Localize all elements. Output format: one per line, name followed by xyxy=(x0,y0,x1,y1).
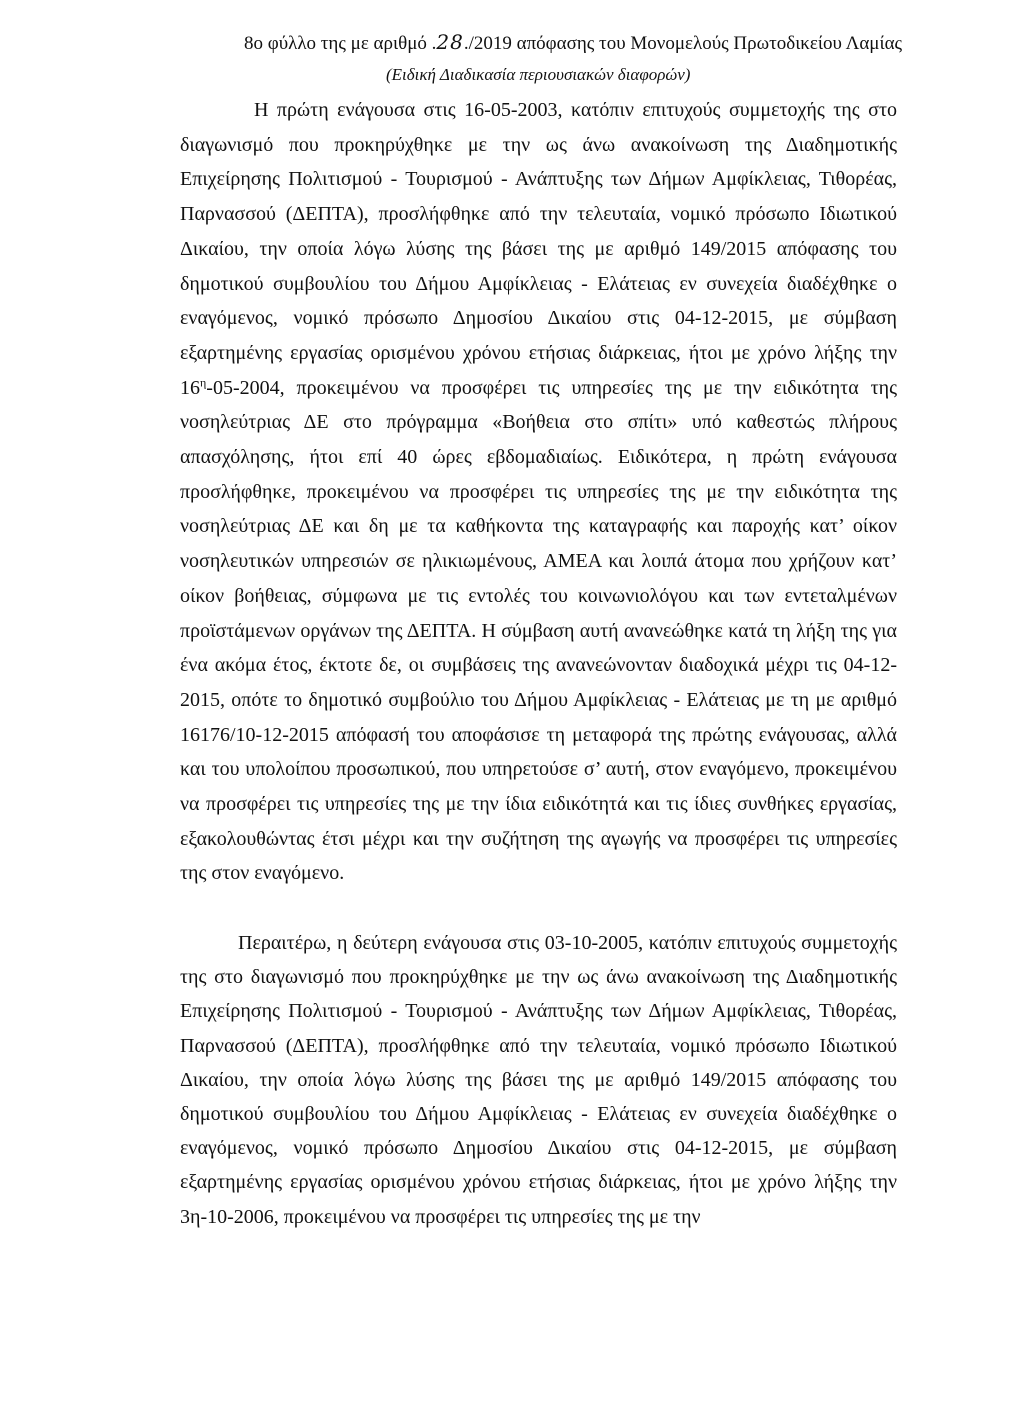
ordinal-superscript: η xyxy=(200,374,207,389)
handwritten-decision-number: 28 xyxy=(436,30,464,54)
page-header-procedure: (Ειδική Διαδικασία περιουσιακών διαφορών) xyxy=(386,65,691,84)
paragraph-1-text-a: Η πρώτη ενάγουσα στις 16-05-2003, κατόπιν επιτυχούς συμμετοχής της στο διαγωνισμό που προκηρύχθηκε με την ως άνω ανακοίνωση της Διαδημοτικής Επιχείρησης Πολιτισμού - Τουρισμού - Ανάπτυξης των Δήμων Αμφίκλειας, Τιθορέας, Παρνασσού (ΔΕΠΤΑ), προσλήφθηκε από την τελευταία, νομικό πρόσωπο Ιδιωτικού Δικαίου, την οποία λόγω λύσης της βάσει της με αριθμό 149/2015 απόφασης του δημοτικού συμβουλίου του Δήμου Αμφίκλειας - Ελάτειας εν συνεχεία διαδέχθηκε ο εναγόμενος, νομικό πρόσωπο Δημοσίου Δικαίου στις 04-12-2015, με σύμβαση εξαρτημένης εργασίας ορισμένου χρόνου ετήσιας διάρκειας, ήτοι με χρόνο λήξης την 16 xyxy=(180,99,897,399)
body-paragraph-2: Περαιτέρω, η δεύτερη ενάγουσα στις 03-10-2005, κατόπιν επιτυχούς συμμετοχής της στο διαγωνισμό που προκηρύχθηκε με την ως άνω ανακοίνωση της Διαδημοτικής Επιχείρησης Πολιτισμού - Τουρισμού - Ανάπτυξης των Δήμων Αμφίκλειας, Τιθορέας, Παρνασσού (ΔΕΠΤΑ), προσλήφθηκε από την τελευταία, νομικό πρόσωπο Ιδιωτικού Δικαίου, την οποία λόγω λύσης της βάσει της με αριθμό 149/2015 απόφασης του δημοτικού συμβουλίου του Δήμου Αμφίκλειας - Ελάτειας εν συνεχεία διαδέχθηκε ο εναγόμενος, νομικό πρόσωπο Δημοσίου Δικαίου στις 04-12-2015, με σύμβαση εξαρτημένης εργασίας ορισμένου χρόνου ετήσιας διάρκειας, ήτοι με χρόνο λήξης την 3η-10-2006, προκειμένου να προσφέρει τις υπηρεσίες της με την xyxy=(180,932,897,1228)
body-paragraph-1 xyxy=(180,93,897,891)
page-header-reference xyxy=(244,30,964,56)
paragraph-1-text-b: -05-2004, προκειμένου να προσφέρει τις υπηρεσίες της με την ειδικότητα της νοσηλεύτριας ΔΕ στο πρόγραμμα «Βοήθεια στο σπίτι» υπό καθεστώς πλήρους απασχόλησης, ήτοι επί 40 ώρες εβδομαδιαίως. Ειδικότερα, η πρώτη ενάγουσα προσλήφθηκε, προκειμένου να προσφέρει τις υπηρεσίες της με την ειδικότητα της νοσηλεύτριας ΔΕ και δη με τα καθήκοντα της καταγραφής και παροχής κατ’ οίκον νοσηλευτικών υπηρεσιών σε ηλικιωμένους, ΑΜΕΑ και λοιπά άτομα που χρήζουν κατ’ οίκον βοήθειας, σύμφωνα με τις εντολές του κοινωνιολόγου και των εντεταλμένων προϊστάμενων οργάνων της ΔΕΠΤΑ. Η σύμβαση αυτή ανανεώθηκε κατά τη λήξη της για ένα ακόμα έτος, έκτοτε δε, οι συμβάσεις της ανανεώνονταν διαδοχικά μέχρι τις 04-12-2015, οπότε το δημοτικό συμβούλιο του Δήμου Αμφίκλειας - Ελάτειας με τη με αριθμό 16176/10-12-2015 απόφασή του αποφάσισε τη μεταφορά της πρώτης ενάγουσας, αλλά και του υπολοίπου προσωπικού, που υπηρετούσε σ’ αυτή, στον εναγόμενο, προκειμένου να προσφέρει τις υπηρεσίες της με την ίδια ειδικότητά και τις ίδιες συνθήκες εργασίας, εξακολουθώντας έτσι μέχρι και την συζήτηση της αγωγής να προσφέρει τις υπηρεσίες της στον εναγόμενο. xyxy=(180,376,897,885)
header-suffix: ./2019 απόφασης του Μονομελούς Πρωτοδικείου Λαμίας xyxy=(463,33,903,54)
header-prefix: 8ο φύλλο της με αριθμό . xyxy=(244,33,437,54)
